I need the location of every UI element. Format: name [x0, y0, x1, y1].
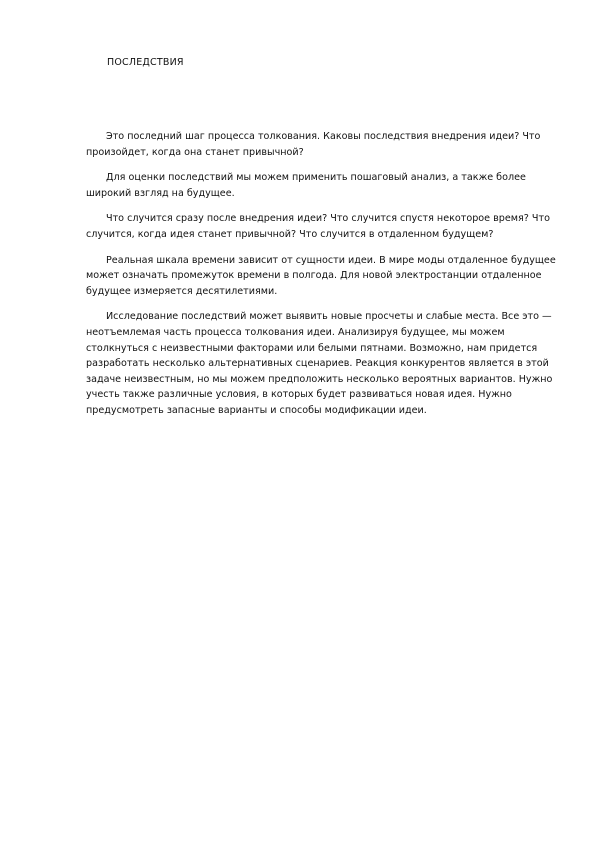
document-heading: ПОСЛЕДСТВИЯ [107, 57, 184, 68]
paragraph: Исследование последствий может выявить новые просчеты и слабые места. Все это — неотъемлемая часть процесса толкования идеи. Анализируя будущее, мы можем столкнуться с неизвестными факторами или белыми пятнами. Возможно, нам придется разработать несколько альтернативных сценариев. Реакция конкурентов является в этой задаче неизвестным, но мы можем предположить несколько вероятных вариантов. Нужно учесть также различные условия, в которых будет развиваться новая идея. Нужно предусмотреть запасные варианты и способы модификации идеи. [86, 311, 553, 416]
paragraph: Что случится сразу после внедрения идеи? Что случится спустя некоторое время? Что случится, когда идея станет привычной? Что случится в отдаленном будущем? [86, 213, 550, 240]
document-body [86, 129, 568, 429]
paragraph: Это последний шаг процесса толкования. Каковы последствия внедрения идеи? Что произойдет, когда она станет привычной? [86, 131, 541, 158]
paragraph: Реальная шкала времени зависит от сущности идеи. В мире моды отдаленное будущее может означать промежуток времени в полгода. Для новой электростанции отдаленное будущее измеряется десятилетиями. [86, 254, 556, 297]
paragraph: Для оценки последствий мы можем применить пошаговый анализ, а также более широкий взгляд на будущее. [86, 172, 526, 199]
